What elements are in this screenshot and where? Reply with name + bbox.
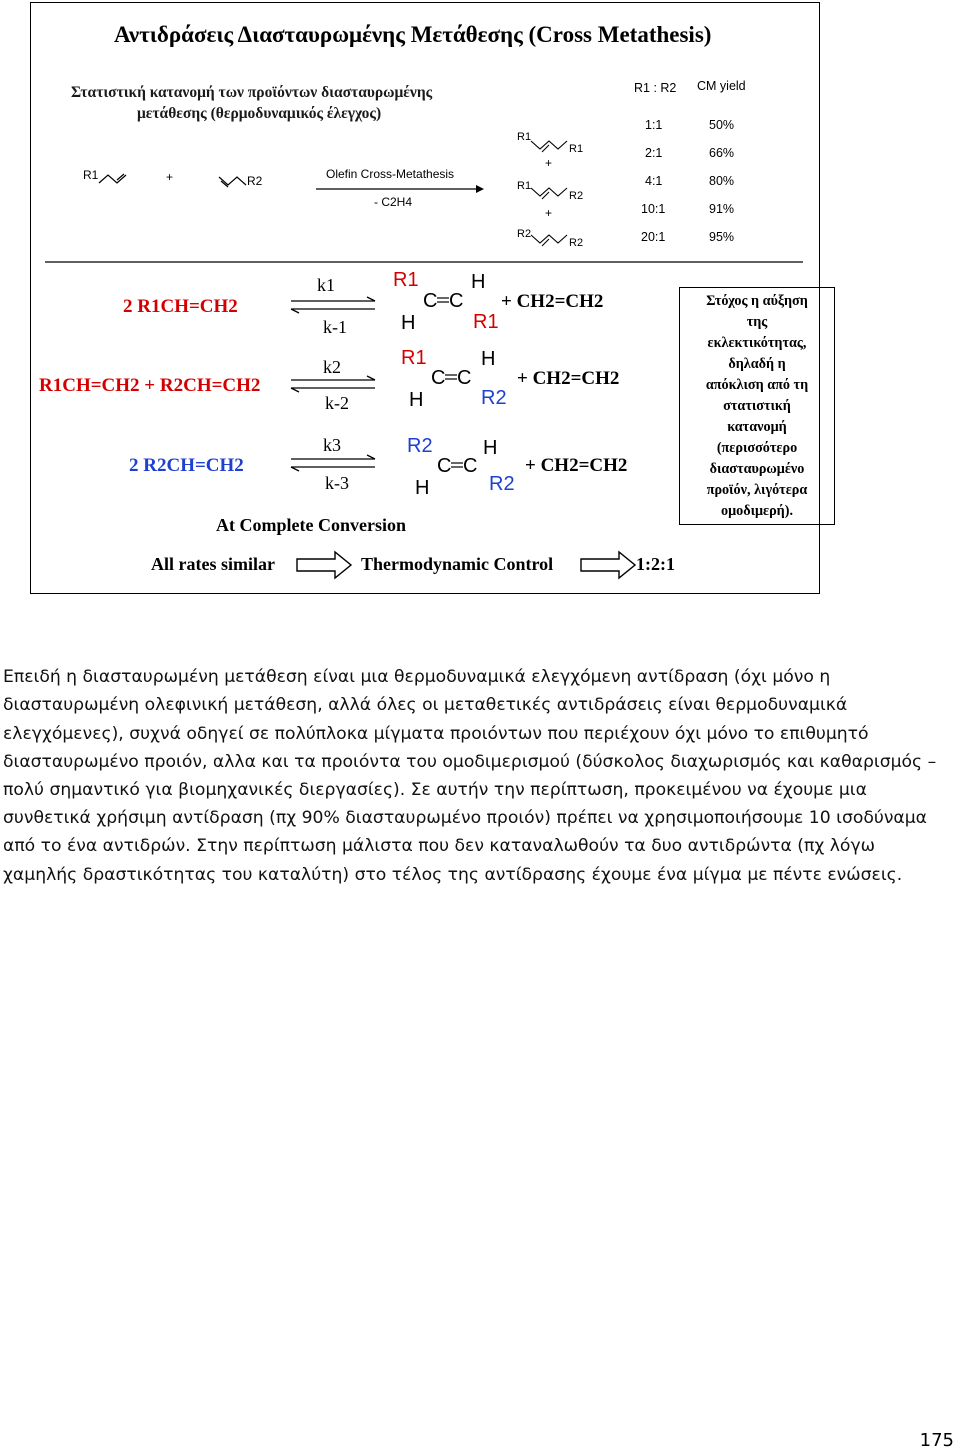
table-header-ratio: R1 : R2	[634, 81, 677, 95]
subtitle-line-2: μετάθεσης (θερμοδυναμικός έλεγχος)	[137, 105, 382, 122]
p1-r1-bottom: R1	[473, 311, 499, 333]
p3-h-bottom: H	[415, 477, 430, 499]
page-number: 175	[919, 1430, 954, 1451]
p1-double-bond	[437, 295, 449, 305]
p1-r1-top: R1	[393, 269, 419, 291]
table-ratio-3: 4:1	[645, 174, 663, 188]
complete-conversion-label: At Complete Conversion	[216, 515, 406, 535]
goal-line: προϊόν, λιγότερα	[706, 482, 808, 498]
p2-ethylene: + CH2=CH2	[517, 368, 620, 389]
product-3-structure	[531, 231, 571, 247]
p1-h-top: H	[471, 271, 486, 293]
goal-line: κατανομή	[727, 419, 787, 435]
product-plus-1: +	[545, 156, 553, 170]
equilibrium-arrow-2	[289, 376, 379, 394]
reactant-r1-label: R1	[83, 168, 99, 182]
goal-line: εκλεκτικότητας,	[707, 335, 807, 351]
p1-h-bottom: H	[401, 312, 416, 334]
goal-line: δηλαδή η	[728, 356, 786, 372]
p1-ethylene: + CH2=CH2	[501, 291, 604, 312]
goal-line: στατιστική	[723, 398, 791, 414]
rate-k-3: k-3	[325, 473, 349, 493]
goal-line: της	[746, 314, 768, 330]
goal-note-box	[679, 287, 835, 525]
table-ratio-5: 20:1	[641, 230, 666, 244]
rate-k-2: k-2	[325, 393, 349, 413]
p3-c-right: C	[463, 455, 478, 477]
p2-r1-top: R1	[401, 347, 427, 369]
table-ratio-1: 1:1	[645, 118, 663, 132]
arrow-label-bottom: - C2H4	[374, 195, 413, 209]
p3-c-left: C	[437, 455, 452, 477]
product-plus-2: +	[545, 206, 553, 220]
slide-figure	[30, 2, 820, 594]
table-yield-5: 95%	[709, 230, 735, 244]
table-yield-1: 50%	[709, 118, 735, 132]
product-3-right: R2	[569, 237, 584, 249]
all-rates-similar: All rates similar	[151, 554, 275, 574]
rate-k-1: k-1	[323, 317, 347, 337]
rate-k3: k3	[323, 435, 341, 455]
table-ratio-4: 10:1	[641, 202, 666, 216]
p2-c-right: C	[457, 367, 472, 389]
p3-r2-top: R2	[407, 435, 433, 457]
table-yield-4: 91%	[709, 202, 735, 216]
product-2-structure	[531, 184, 571, 200]
p3-r2-bottom: R2	[489, 473, 515, 495]
goal-line: Στόχος η αύξηση	[706, 293, 808, 309]
section-divider	[45, 260, 805, 264]
goal-line: ομοδιμερή).	[720, 503, 794, 519]
goal-line: διασταυρωμένο	[709, 461, 805, 477]
product-1-structure	[531, 137, 571, 153]
slide-title: Αντιδράσεις Διασταυρωμένης Μετάθεσης (Cross Metathesis)	[114, 22, 712, 47]
left-species-middle: R1CH=CH2 + R2CH=CH2	[39, 375, 261, 396]
table-yield-2: 66%	[709, 146, 735, 160]
product-1-left: R1	[517, 131, 532, 143]
product-3-left: R2	[517, 228, 532, 240]
equilibrium-arrow-1	[289, 297, 379, 315]
p1-c-left: C	[423, 290, 438, 312]
table-ratio-2: 2:1	[645, 146, 663, 160]
open-arrow-1	[295, 550, 355, 580]
p3-h-top: H	[483, 437, 498, 459]
product-2-left: R1	[517, 180, 532, 192]
olefin-r2-structure	[219, 171, 249, 189]
reactant-r2-label: R2	[247, 174, 263, 188]
open-arrow-2	[579, 550, 639, 580]
product-1-right: R1	[569, 143, 584, 155]
equilibrium-arrow-3	[289, 455, 379, 473]
scheme-plus: +	[166, 170, 174, 184]
table-header-yield: CM yield	[697, 79, 746, 93]
rate-k1: k1	[317, 275, 335, 295]
body-paragraph: Επειδή η διασταυρωμένη μετάθεση είναι μια θερμοδυναμικά ελεγχόμενη αντίδραση (όχι μόνο η διασταυρωμένη ολεφινική μετάθεση, αλλά όλες οι μεταθετικές αντιδράσεις είναι θερμοδυναμικά ελεγχόμενες), συχνά οδηγεί σε πολύπλοκα μίγματα προιόντων που περιέχουν όχι μόνο το επιθυμητό διασταυρωμένο προιόν, αλλα και τα προιόντα του ομοδιμερισμού (δύσκολος διαχωρισμός και καθαρισμός – πολύ σημαντικό για βιομηχανικές διεργασίες). Σε αυτήν την περίπτωση, προκειμένου να έχουμε μια συνθετικά χρήσιμη αντίδραση (πχ 90% διασταυρωμένο προιόν) πρέπει να χρησιμοποιήσουμε 10 ισοδύναμα από το ένα αντιδρών. Στην περίπτωση μάλιστα που δεν καταναλωθούν τα δυο αντιδρώντα (πχ λόγω χαμηλής δραστικότητας του καταλύτη) στο τέλος της αντίδρασης έχουμε ένα μίγμα με πέντε ενώσεις.	[3, 667, 937, 885]
arrow-label-top: Olefin Cross-Metathesis	[326, 167, 455, 181]
left-species-top: 2 R1CH=CH2	[123, 296, 238, 317]
p2-h-top: H	[481, 348, 496, 370]
subtitle-line-1: Στατιστική κατανομή των προϊόντων διασταυρωμένης	[71, 84, 433, 101]
thermodynamic-control: Thermodynamic Control	[361, 554, 554, 574]
left-species-bottom: 2 R2CH=CH2	[129, 455, 244, 476]
rate-k2: k2	[323, 357, 341, 377]
product-2-right: R2	[569, 190, 584, 202]
table-yield-3: 80%	[709, 174, 735, 188]
forward-arrow	[316, 184, 486, 194]
product-ratio: 1:2:1	[636, 554, 675, 574]
p2-h-bottom: H	[409, 389, 424, 411]
p2-r2-bottom: R2	[481, 387, 507, 409]
p2-double-bond	[445, 372, 457, 382]
goal-line: απόκλιση από τη	[705, 377, 809, 393]
p1-c-right: C	[449, 290, 464, 312]
p3-ethylene: + CH2=CH2	[525, 455, 628, 476]
olefin-r1-structure	[99, 169, 129, 187]
goal-line: (περισσότερο	[716, 440, 798, 456]
p3-double-bond	[451, 460, 463, 470]
p2-c-left: C	[431, 367, 446, 389]
